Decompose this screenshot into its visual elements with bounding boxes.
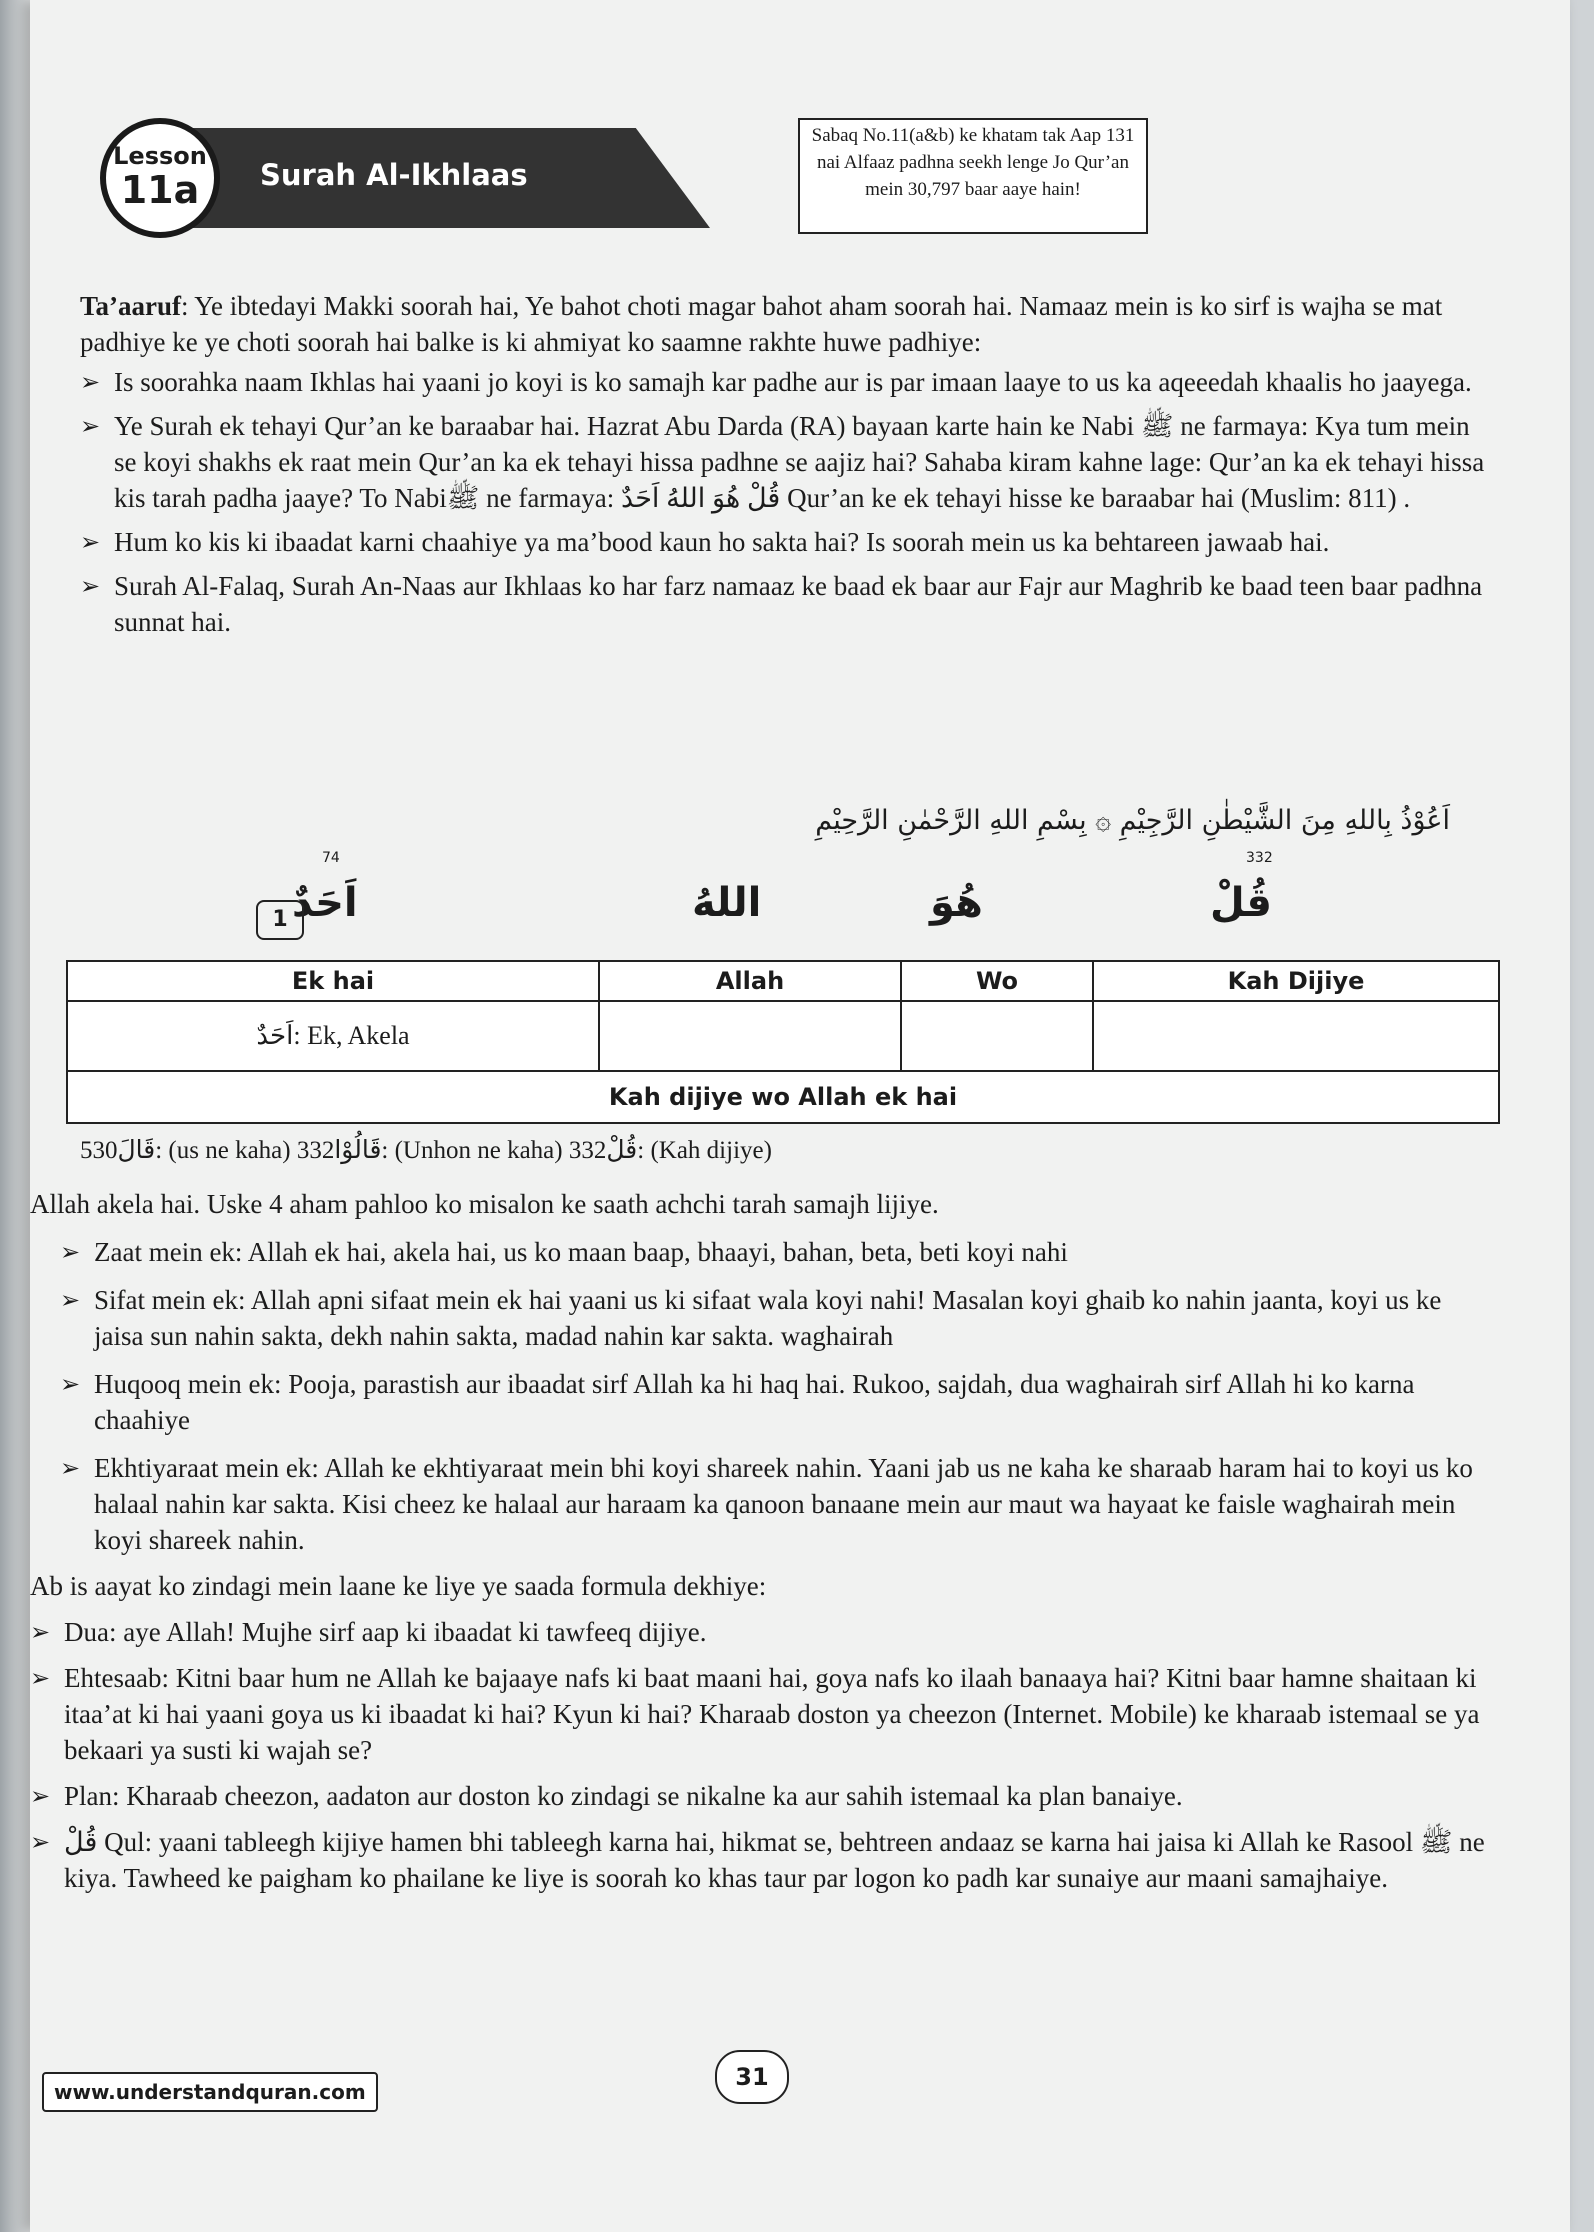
- book-spine: [0, 0, 34, 2232]
- table-cell: [901, 1001, 1093, 1071]
- word-count: 332: [1246, 850, 1273, 866]
- list-item: [30, 1778, 1490, 1814]
- arrow-icon: ➢: [30, 1618, 51, 1646]
- list-item: [30, 1234, 1490, 1270]
- word-qul: قُلْ: [1210, 880, 1272, 926]
- allah-intro: Allah akela hai. Uske 4 aham pahloo ko misalon ke saath achchi tarah samajh lijiye.: [30, 1189, 939, 1219]
- word-count: 74: [322, 850, 340, 866]
- bullet-text: Ehtesaab: Kitni baar hum ne Allah ke bajaaye nafs ki baat maani hai, goya nafs ko ilaah banaaya hai? Kitni baar hamne shaitaan ki itaa’at ki hai yaani goya us ki ibaadat ki hai? Kyun ki hai? Kharaab doston ya cheezon (Internet. Mobile) ke kharaab istemaal se ya bekaari ya susti ki wajah se?: [64, 1663, 1480, 1765]
- table-header: Kah Dijiye: [1093, 961, 1499, 1001]
- lesson-number: 11a: [120, 168, 200, 212]
- taawwudh-basmala: اَعُوْذُ بِاللهِ مِنَ الشَّيْطٰنِ الرَّجِيْمِ ۞ بِسْمِ اللهِ الرَّحْمٰنِ الرَّحِيْمِ: [815, 805, 1450, 836]
- list-item: [30, 1660, 1490, 1768]
- table-header: Allah: [599, 961, 901, 1001]
- table-cell: [1093, 1001, 1499, 1071]
- list-item: [80, 524, 1490, 560]
- lesson-header: [100, 118, 710, 238]
- bullet-text: Is soorahka naam Ikhlas hai yaani jo koyi is ko samajh kar padhe aur is par imaan laaye to us ka aqeeedah khaalis ho jaayega.: [114, 367, 1472, 397]
- footnote: 530قَالَ: (us ne kaha) 332قَالُوْا: (Unhon ne kaha) 332قُلْ: (Kah dijiye): [80, 1137, 772, 1164]
- list-item: [80, 364, 1490, 400]
- intro-paragraph: [80, 288, 1490, 360]
- arrow-icon: ➢: [80, 368, 101, 396]
- ayah-number: 1: [256, 900, 304, 940]
- intro-text: : Ye ibtedayi Makki soorah hai, Ye bahot choti magar bahot aham soorah hai. Namaaz mein is ko sirf is wajha se mat padhiye ke ye choti soorah hai balke is ki ahmiyat ko saamne rakhte huwe padhiye:: [80, 291, 1443, 357]
- bullet-text: Huqooq mein ek: Pooja, parastish aur ibaadat sirf Allah ka hi haq hai. Rukoo, sajdah, dua waghairah sirf Allah hi ko karna chaahiye: [94, 1369, 1415, 1435]
- table-summary: Kah dijiye wo Allah ek hai: [67, 1071, 1499, 1123]
- list-item: [80, 568, 1490, 640]
- arrow-icon: ➢: [60, 1286, 81, 1314]
- arrow-icon: ➢: [30, 1828, 51, 1856]
- arrow-icon: ➢: [80, 412, 101, 440]
- arrow-icon: ➢: [80, 528, 101, 556]
- table-header: Ek hai: [67, 961, 599, 1001]
- bullet-text: Plan: Kharaab cheezon, aadaton aur doston ko zindagi se nikalne ka aur sahih istemaal ka plan banaiye.: [64, 1781, 1183, 1811]
- word-huwa: هُوَ: [930, 880, 983, 926]
- formula-intro: Ab is aayat ko zindagi mein laane ke liye ye saada formula dekhiye:: [30, 1571, 767, 1601]
- page: [30, 0, 1570, 2232]
- table-cell: [599, 1001, 901, 1071]
- lesson-title: Surah Al-Ikhlaas: [260, 158, 528, 192]
- list-item: [30, 1824, 1490, 1896]
- bullet-text: Ye Surah ek tehayi Qur’an ke baraabar hai. Hazrat Abu Darda (RA) bayaan karte hain ke Nabi ﷺ ne farmaya: Kya tum mein se koyi shakhs ek raat mein Qur’an ka ek tehayi hissa padhne se aajiz hai? Sahaba kiram kahne lage: Qur’an ka ek tehayi hissa kis tarah padha jaaye? To Nabiﷺ ne farmaya: قُلْ هُوَ اللهُ اَحَدٌ Qur’an ke ek tehayi hisse ke baraabar hai (Muslim: 811) .: [114, 411, 1485, 513]
- bullet-text: Sifat mein ek: Allah apni sifaat mein ek hai yaani us ki sifaat wala koyi nahi! Masalan koyi ghaib ko nahin jaanta, koyi us ke jaisa sun nahin sakta, dekh nahin sakta, madad nahin kar sakta. waghairah: [94, 1285, 1442, 1351]
- list-item: [30, 1614, 1490, 1650]
- arrow-icon: ➢: [60, 1454, 81, 1482]
- intro-label: Ta’aaruf: [80, 291, 182, 321]
- bullet-text: Hum ko kis ki ibaadat karni chaahiye ya ma’bood kaun ho sakta hai? Is soorah mein us ka behtareen jawaab hai.: [114, 527, 1330, 557]
- bullet-text: قُلْ Qul: yaani tableegh kijiye hamen bhi tableegh karna hai, hikmat se, behtreen andaaz se karna hai jaisa ki Allah ke Rasool ﷺ ne kiya. Tawheed ke paigham ko phailane ke liye is soorah ko khas taur par logon ko padh kar sunaiye aur maani samajhaiye.: [64, 1827, 1485, 1893]
- arrow-icon: ➢: [30, 1782, 51, 1810]
- arrow-icon: ➢: [80, 572, 101, 600]
- bullet-text: Surah Al-Falaq, Surah An-Naas aur Ikhlaas ko har farz namaaz ke baad ek baar aur Fajr aur Maghrib ke baad teen baar padhna sunnat hai.: [114, 571, 1483, 637]
- list-item: [30, 1282, 1490, 1354]
- intro-section: [80, 288, 1490, 640]
- arrow-icon: ➢: [60, 1238, 81, 1266]
- table-row: [67, 1071, 1499, 1123]
- word-allah: اللهُ: [692, 880, 762, 926]
- lesson-label: Lesson: [113, 142, 207, 170]
- arrow-icon: ➢: [60, 1370, 81, 1398]
- word-ahad: اَحَدٌ: [292, 880, 358, 926]
- word-table: [66, 960, 1500, 1124]
- list-item: [30, 1450, 1490, 1558]
- allah-section: [30, 1186, 1490, 1896]
- arrow-icon: ➢: [30, 1664, 51, 1692]
- table-row: [67, 1001, 1499, 1071]
- bullet-text: Zaat mein ek: Allah ek hai, akela hai, us ko maan baap, bhaayi, bahan, beta, beti koyi nahi: [94, 1237, 1068, 1267]
- table-cell: اَحَدٌ: Ek, Akela: [67, 1001, 599, 1071]
- page-number: 31: [715, 2050, 789, 2104]
- table-header: Wo: [901, 961, 1093, 1001]
- bullet-text: Ekhtiyaraat mein ek: Allah ke ekhtiyaraat mein bhi koyi shareek nahin. Yaani jab us ne kaha ke sharaab haram hai to koyi us ko halaal nahin kar sakta. Kisi cheez ke halaal aur haraam ka qanoon banaane mein aur maut wa hayaat ke faisle waghairah mein koyi shareek nahin.: [94, 1453, 1473, 1555]
- bullet-text: Dua: aye Allah! Mujhe sirf aap ki ibaadat ki tawfeeq dijiye.: [64, 1617, 707, 1647]
- list-item: [30, 1366, 1490, 1438]
- lesson-badge: [100, 118, 220, 238]
- table-row: [67, 961, 1499, 1001]
- note-box: Sabaq No.11(a&b) ke khatam tak Aap 131 nai Alfaaz padhna seekh lenge Jo Qur’an mein 30,797 baar aaye hain!: [798, 118, 1148, 234]
- list-item: [80, 408, 1490, 516]
- website-url[interactable]: www.understandquran.com: [42, 2072, 378, 2112]
